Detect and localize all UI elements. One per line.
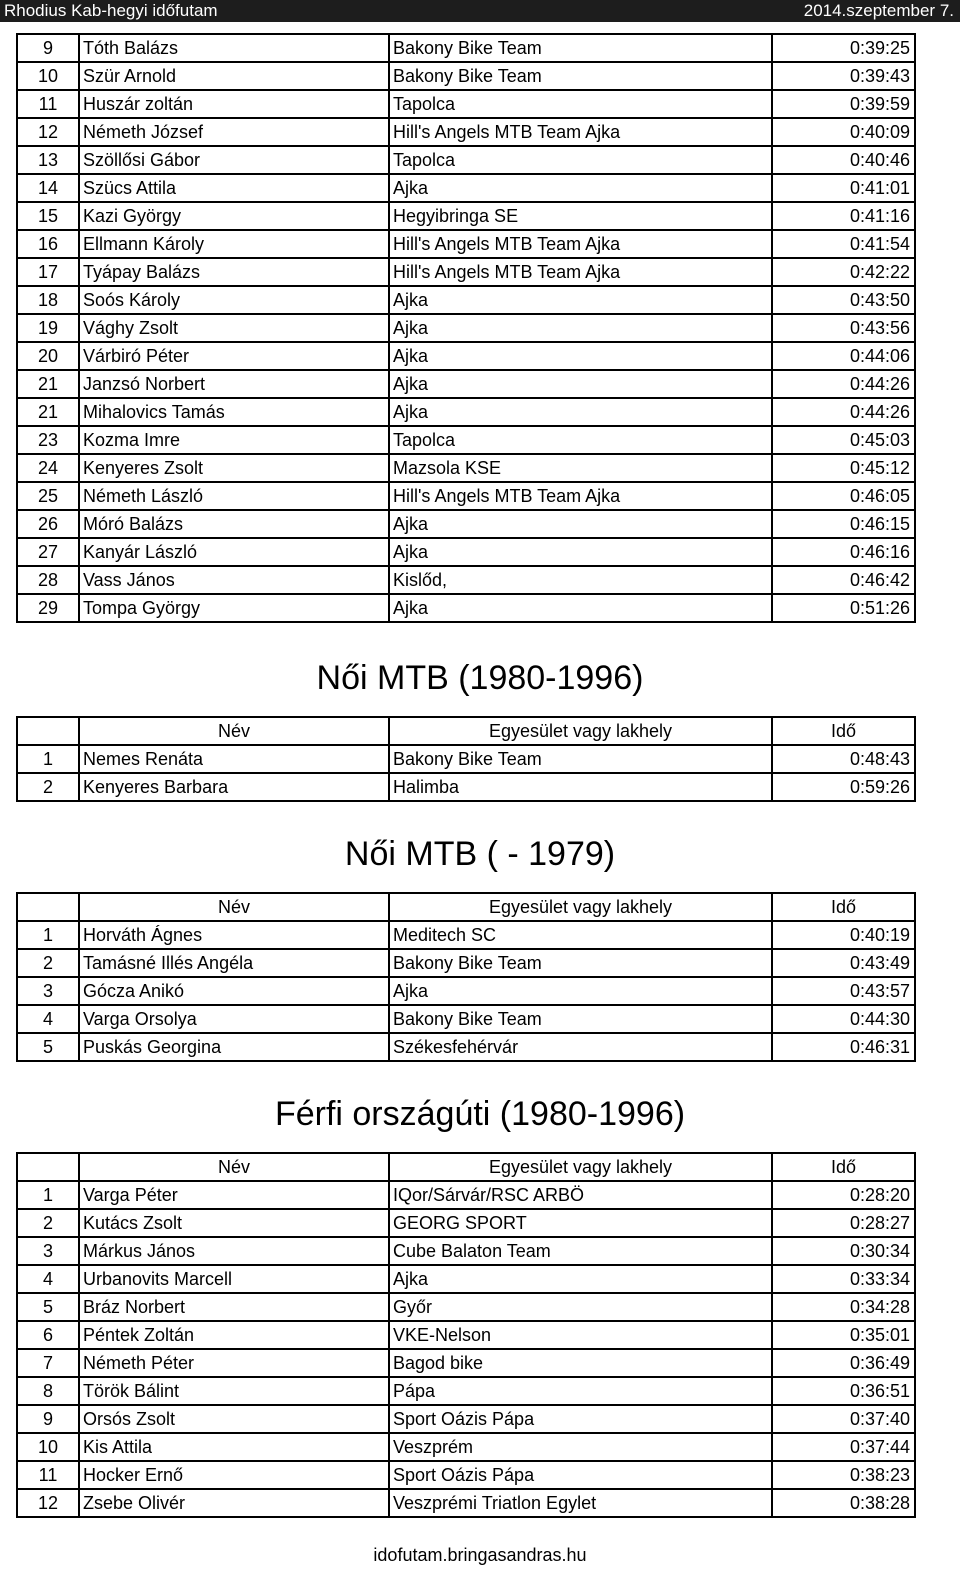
name-cell: Szücs Attila <box>79 174 389 202</box>
col-header-club: Egyesület vagy lakhely <box>389 1153 772 1181</box>
name-cell: Soós Károly <box>79 286 389 314</box>
name-cell: Vághy Zsolt <box>79 314 389 342</box>
time-cell: 0:46:42 <box>772 566 915 594</box>
name-cell: Huszár zoltán <box>79 90 389 118</box>
table-row <box>17 1265 915 1293</box>
club-cell: Hill's Angels MTB Team Ajka <box>389 230 772 258</box>
name-cell: Tyápay Balázs <box>79 258 389 286</box>
col-header-name: Név <box>79 893 389 921</box>
time-cell: 0:38:28 <box>772 1489 915 1517</box>
club-cell: GEORG SPORT <box>389 1209 772 1237</box>
time-cell: 0:35:01 <box>772 1321 915 1349</box>
place-cell: 2 <box>17 773 79 801</box>
results-table-noi-mtb-1980-1996 <box>16 716 916 802</box>
place-cell: 5 <box>17 1293 79 1321</box>
time-cell: 0:46:05 <box>772 482 915 510</box>
name-cell: Horváth Ágnes <box>79 921 389 949</box>
table-row <box>17 62 915 90</box>
club-cell: VKE-Nelson <box>389 1321 772 1349</box>
place-cell: 1 <box>17 921 79 949</box>
place-cell: 2 <box>17 1209 79 1237</box>
table-row <box>17 1433 915 1461</box>
club-cell: Bakony Bike Team <box>389 1005 772 1033</box>
club-cell: Ajka <box>389 1265 772 1293</box>
col-header-place <box>17 717 79 745</box>
club-cell: Ajka <box>389 174 772 202</box>
time-cell: 0:44:06 <box>772 342 915 370</box>
club-cell: Győr <box>389 1293 772 1321</box>
club-cell: Ajka <box>389 538 772 566</box>
time-cell: 0:36:51 <box>772 1377 915 1405</box>
name-cell: Varga Péter <box>79 1181 389 1209</box>
table-row <box>17 230 915 258</box>
club-cell: Cube Balaton Team <box>389 1237 772 1265</box>
name-cell: Tóth Balázs <box>79 34 389 62</box>
name-cell: Kutács Zsolt <box>79 1209 389 1237</box>
name-cell: Németh László <box>79 482 389 510</box>
col-header-place <box>17 1153 79 1181</box>
place-cell: 9 <box>17 1405 79 1433</box>
table-row <box>17 1349 915 1377</box>
time-cell: 0:36:49 <box>772 1349 915 1377</box>
section-title-noi-mtb-1979: Női MTB ( - 1979) <box>344 835 616 873</box>
place-cell: 27 <box>17 538 79 566</box>
place-cell: 24 <box>17 454 79 482</box>
place-cell: 11 <box>17 90 79 118</box>
place-cell: 9 <box>17 34 79 62</box>
name-cell: Márkus János <box>79 1237 389 1265</box>
club-cell: Veszprémi Triatlon Egylet <box>389 1489 772 1517</box>
club-cell: Ajka <box>389 342 772 370</box>
name-cell: Varga Orsolya <box>79 1005 389 1033</box>
table-row <box>17 1377 915 1405</box>
table-row <box>17 977 915 1005</box>
time-cell: 0:37:40 <box>772 1405 915 1433</box>
place-cell: 23 <box>17 426 79 454</box>
name-cell: Kenyeres Barbara <box>79 773 389 801</box>
place-cell: 11 <box>17 1461 79 1489</box>
place-cell: 28 <box>17 566 79 594</box>
header-bar <box>0 0 960 22</box>
table-row <box>17 1033 915 1061</box>
time-cell: 0:30:34 <box>772 1237 915 1265</box>
time-cell: 0:48:43 <box>772 745 915 773</box>
club-cell: Hill's Angels MTB Team Ajka <box>389 258 772 286</box>
table-row <box>17 510 915 538</box>
club-cell: Bakony Bike Team <box>389 949 772 977</box>
name-cell: Puskás Georgina <box>79 1033 389 1061</box>
table-row <box>17 370 915 398</box>
place-cell: 16 <box>17 230 79 258</box>
place-cell: 6 <box>17 1321 79 1349</box>
time-cell: 0:33:34 <box>772 1265 915 1293</box>
table-row <box>17 34 915 62</box>
time-cell: 0:38:23 <box>772 1461 915 1489</box>
place-cell: 20 <box>17 342 79 370</box>
time-cell: 0:42:22 <box>772 258 915 286</box>
table-row <box>17 258 915 286</box>
name-cell: Kis Attila <box>79 1433 389 1461</box>
col-header-time: Idő <box>772 717 915 745</box>
club-cell: Ajka <box>389 977 772 1005</box>
place-cell: 26 <box>17 510 79 538</box>
table-row <box>17 146 915 174</box>
place-cell: 13 <box>17 146 79 174</box>
time-cell: 0:43:56 <box>772 314 915 342</box>
table-row <box>17 454 915 482</box>
name-cell: Janzsó Norbert <box>79 370 389 398</box>
time-cell: 0:39:43 <box>772 62 915 90</box>
club-cell: Ajka <box>389 314 772 342</box>
name-cell: Gócza Anikó <box>79 977 389 1005</box>
section-title-ferfi-orszaguti: Férfi országúti (1980-1996) <box>274 1095 686 1133</box>
time-cell: 0:46:15 <box>772 510 915 538</box>
time-cell: 0:44:26 <box>772 398 915 426</box>
col-header-time: Idő <box>772 893 915 921</box>
table-row <box>17 1405 915 1433</box>
table-row <box>17 398 915 426</box>
table-row <box>17 773 915 801</box>
table-row <box>17 90 915 118</box>
place-cell: 7 <box>17 1349 79 1377</box>
name-cell: Németh Péter <box>79 1349 389 1377</box>
table-row <box>17 426 915 454</box>
club-cell: Székesfehérvár <box>389 1033 772 1061</box>
time-cell: 0:44:30 <box>772 1005 915 1033</box>
club-cell: Veszprém <box>389 1433 772 1461</box>
col-header-time: Idő <box>772 1153 915 1181</box>
name-cell: Szür Arnold <box>79 62 389 90</box>
place-cell: 21 <box>17 370 79 398</box>
time-cell: 0:59:26 <box>772 773 915 801</box>
name-cell: Vass János <box>79 566 389 594</box>
time-cell: 0:40:46 <box>772 146 915 174</box>
place-cell: 12 <box>17 1489 79 1517</box>
name-cell: Németh József <box>79 118 389 146</box>
time-cell: 0:37:44 <box>772 1433 915 1461</box>
col-header-club: Egyesület vagy lakhely <box>389 717 772 745</box>
results-table-top <box>16 33 916 623</box>
name-cell: Szöllősi Gábor <box>79 146 389 174</box>
col-header-name: Név <box>79 1153 389 1181</box>
time-cell: 0:51:26 <box>772 594 915 622</box>
table-row <box>17 286 915 314</box>
time-cell: 0:43:50 <box>772 286 915 314</box>
time-cell: 0:39:25 <box>772 34 915 62</box>
event-title: Rhodius Kab-hegyi időfutam <box>4 1 218 20</box>
time-cell: 0:44:26 <box>772 370 915 398</box>
table-row <box>17 314 915 342</box>
club-cell: Halimba <box>389 773 772 801</box>
club-cell: Ajka <box>389 370 772 398</box>
name-cell: Hocker Ernő <box>79 1461 389 1489</box>
time-cell: 0:39:59 <box>772 90 915 118</box>
club-cell: Hill's Angels MTB Team Ajka <box>389 118 772 146</box>
club-cell: Bakony Bike Team <box>389 62 772 90</box>
place-cell: 3 <box>17 977 79 1005</box>
place-cell: 3 <box>17 1237 79 1265</box>
place-cell: 29 <box>17 594 79 622</box>
table-row <box>17 118 915 146</box>
time-cell: 0:45:12 <box>772 454 915 482</box>
club-cell: Ajka <box>389 594 772 622</box>
place-cell: 2 <box>17 949 79 977</box>
table-row <box>17 1321 915 1349</box>
time-cell: 0:41:16 <box>772 202 915 230</box>
table-row <box>17 594 915 622</box>
name-cell: Nemes Renáta <box>79 745 389 773</box>
time-cell: 0:43:57 <box>772 977 915 1005</box>
time-cell: 0:28:20 <box>772 1181 915 1209</box>
time-cell: 0:46:31 <box>772 1033 915 1061</box>
place-cell: 1 <box>17 745 79 773</box>
club-cell: Mazsola KSE <box>389 454 772 482</box>
name-cell: Bráz Norbert <box>79 1293 389 1321</box>
name-cell: Várbiró Péter <box>79 342 389 370</box>
club-cell: Sport Oázis Pápa <box>389 1461 772 1489</box>
name-cell: Urbanovits Marcell <box>79 1265 389 1293</box>
place-cell: 14 <box>17 174 79 202</box>
name-cell: Zsebe Olivér <box>79 1489 389 1517</box>
name-cell: Péntek Zoltán <box>79 1321 389 1349</box>
place-cell: 4 <box>17 1265 79 1293</box>
table-row <box>17 1237 915 1265</box>
name-cell: Kanyár László <box>79 538 389 566</box>
club-cell: Hill's Angels MTB Team Ajka <box>389 482 772 510</box>
table-row <box>17 1005 915 1033</box>
table-row <box>17 949 915 977</box>
table-row <box>17 482 915 510</box>
place-cell: 25 <box>17 482 79 510</box>
col-header-place <box>17 893 79 921</box>
name-cell: Orsós Zsolt <box>79 1405 389 1433</box>
table-row <box>17 342 915 370</box>
event-date: 2014.szeptember 7. <box>803 1 954 20</box>
name-cell: Tamásné Illés Angéla <box>79 949 389 977</box>
place-cell: 10 <box>17 1433 79 1461</box>
club-cell: Bakony Bike Team <box>389 34 772 62</box>
table-row <box>17 202 915 230</box>
table-row <box>17 1461 915 1489</box>
name-cell: Mihalovics Tamás <box>79 398 389 426</box>
time-cell: 0:40:09 <box>772 118 915 146</box>
table-row <box>17 1209 915 1237</box>
club-cell: Ajka <box>389 286 772 314</box>
col-header-name: Név <box>79 717 389 745</box>
club-cell: Bakony Bike Team <box>389 745 772 773</box>
time-cell: 0:43:49 <box>772 949 915 977</box>
club-cell: Ajka <box>389 398 772 426</box>
results-table-noi-mtb-1979 <box>16 892 916 1062</box>
name-cell: Kenyeres Zsolt <box>79 454 389 482</box>
table-row <box>17 745 915 773</box>
name-cell: Ellmann Károly <box>79 230 389 258</box>
results-table-ferfi-orszaguti <box>16 1152 916 1518</box>
club-cell: Bagod bike <box>389 1349 772 1377</box>
name-cell: Móró Balázs <box>79 510 389 538</box>
place-cell: 18 <box>17 286 79 314</box>
club-cell: Pápa <box>389 1377 772 1405</box>
place-cell: 17 <box>17 258 79 286</box>
table-row <box>17 538 915 566</box>
name-cell: Tompa György <box>79 594 389 622</box>
table-row <box>17 1489 915 1517</box>
name-cell: Kazi György <box>79 202 389 230</box>
club-cell: Hegyibringa SE <box>389 202 772 230</box>
club-cell: Ajka <box>389 510 772 538</box>
club-cell: IQor/Sárvár/RSC ARBÖ <box>389 1181 772 1209</box>
place-cell: 5 <box>17 1033 79 1061</box>
time-cell: 0:45:03 <box>772 426 915 454</box>
club-cell: Meditech SC <box>389 921 772 949</box>
place-cell: 19 <box>17 314 79 342</box>
club-cell: Sport Oázis Pápa <box>389 1405 772 1433</box>
section-title-noi-mtb-1980-1996: Női MTB (1980-1996) <box>316 659 644 697</box>
place-cell: 12 <box>17 118 79 146</box>
time-cell: 0:34:28 <box>772 1293 915 1321</box>
col-header-club: Egyesület vagy lakhely <box>389 893 772 921</box>
table-row <box>17 174 915 202</box>
table-row <box>17 1181 915 1209</box>
club-cell: Tapolca <box>389 90 772 118</box>
time-cell: 0:41:54 <box>772 230 915 258</box>
place-cell: 8 <box>17 1377 79 1405</box>
table-row <box>17 921 915 949</box>
time-cell: 0:28:27 <box>772 1209 915 1237</box>
time-cell: 0:46:16 <box>772 538 915 566</box>
place-cell: 4 <box>17 1005 79 1033</box>
table-row <box>17 1293 915 1321</box>
place-cell: 15 <box>17 202 79 230</box>
place-cell: 10 <box>17 62 79 90</box>
footer-url: idofutam.bringasandras.hu <box>373 1545 587 1565</box>
place-cell: 1 <box>17 1181 79 1209</box>
club-cell: Kislőd, <box>389 566 772 594</box>
time-cell: 0:40:19 <box>772 921 915 949</box>
club-cell: Tapolca <box>389 426 772 454</box>
table-row <box>17 566 915 594</box>
name-cell: Kozma Imre <box>79 426 389 454</box>
club-cell: Tapolca <box>389 146 772 174</box>
name-cell: Török Bálint <box>79 1377 389 1405</box>
place-cell: 21 <box>17 398 79 426</box>
time-cell: 0:41:01 <box>772 174 915 202</box>
